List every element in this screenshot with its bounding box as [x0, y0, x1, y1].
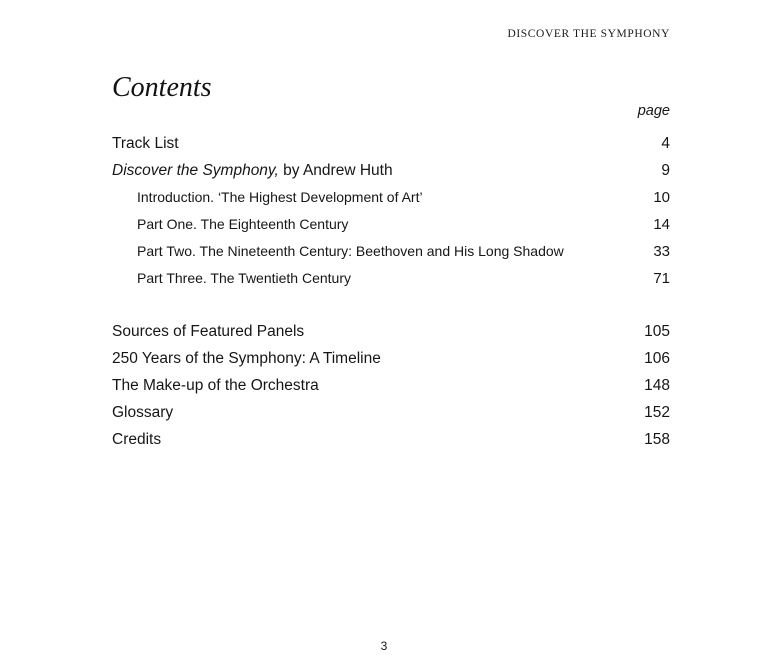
- toc-entry-label: [137, 211, 348, 238]
- toc-entry-label: [112, 426, 161, 453]
- toc-entry-page-number: 4: [661, 135, 670, 152]
- toc-entry-text-segment: Part Two. The Nineteenth Century: Beethoven and His Long Shadow: [137, 243, 564, 259]
- toc-entry: [112, 184, 670, 211]
- toc-entry: [112, 238, 670, 265]
- toc-entry-text-segment: Part Three. The Twentieth Century: [137, 270, 352, 286]
- toc-entry-text-segment: Introduction. ‘The Highest Development of Art’: [137, 189, 423, 205]
- toc-entry-text-segment: Glossary: [112, 404, 174, 421]
- toc-entry-label: [112, 345, 381, 372]
- toc-entry-label: [137, 238, 564, 265]
- toc-entry-label: [137, 184, 423, 211]
- toc-entry: [112, 318, 670, 345]
- toc-entry-page-number: 10: [653, 189, 670, 206]
- toc-entry-label: [112, 372, 319, 399]
- running-head: DISCOVER THE SYMPHONY: [507, 28, 670, 40]
- toc-entry-page-number: 71: [653, 270, 670, 287]
- toc-entry-page-number: 9: [661, 162, 670, 179]
- toc-entry-page-number: 106: [644, 350, 670, 367]
- toc-entry-text-segment: Discover the Symphony,: [112, 162, 279, 179]
- toc-entry-label: [112, 157, 393, 184]
- toc-entry-label: [137, 265, 351, 292]
- toc-entry-text-segment: Track List: [112, 135, 179, 152]
- page-title: Contents: [112, 72, 212, 103]
- toc-entry-text-segment: Sources of Featured Panels: [112, 323, 305, 340]
- toc-entry-label: [112, 318, 304, 345]
- toc-entry-text-segment: The Make-up of the Orchestra: [112, 377, 319, 394]
- toc-entry: [112, 426, 670, 453]
- toc-entry-text-segment: 250 Years of the Symphony: A Timeline: [112, 350, 381, 367]
- toc-entry: [112, 345, 670, 372]
- toc-entry-page-number: 14: [653, 216, 670, 233]
- page-column-label: page: [637, 103, 670, 119]
- toc-entry-label: [112, 130, 179, 157]
- toc-entry: [112, 399, 670, 426]
- toc-entry-page-number: 152: [644, 404, 670, 421]
- toc-entry-page-number: 105: [644, 323, 670, 340]
- toc-entry: [112, 372, 670, 399]
- toc-entry-text-segment: Credits: [112, 431, 162, 448]
- toc-entry: [112, 157, 670, 184]
- toc-entry-label: [112, 399, 173, 426]
- toc-entry-page-number: 148: [644, 377, 670, 394]
- toc-list: [112, 130, 670, 453]
- toc-entry-text-segment: Part One. The Eighteenth Century: [137, 216, 349, 232]
- folio-page-number: 3: [380, 639, 388, 653]
- toc-entry-text-segment: by Andrew Huth: [278, 162, 393, 179]
- toc-entry: [112, 265, 670, 292]
- toc-entry-page-number: 33: [653, 243, 670, 260]
- toc-entry-page-number: 158: [644, 431, 670, 448]
- toc-entry: [112, 130, 670, 157]
- toc-entry: [112, 211, 670, 238]
